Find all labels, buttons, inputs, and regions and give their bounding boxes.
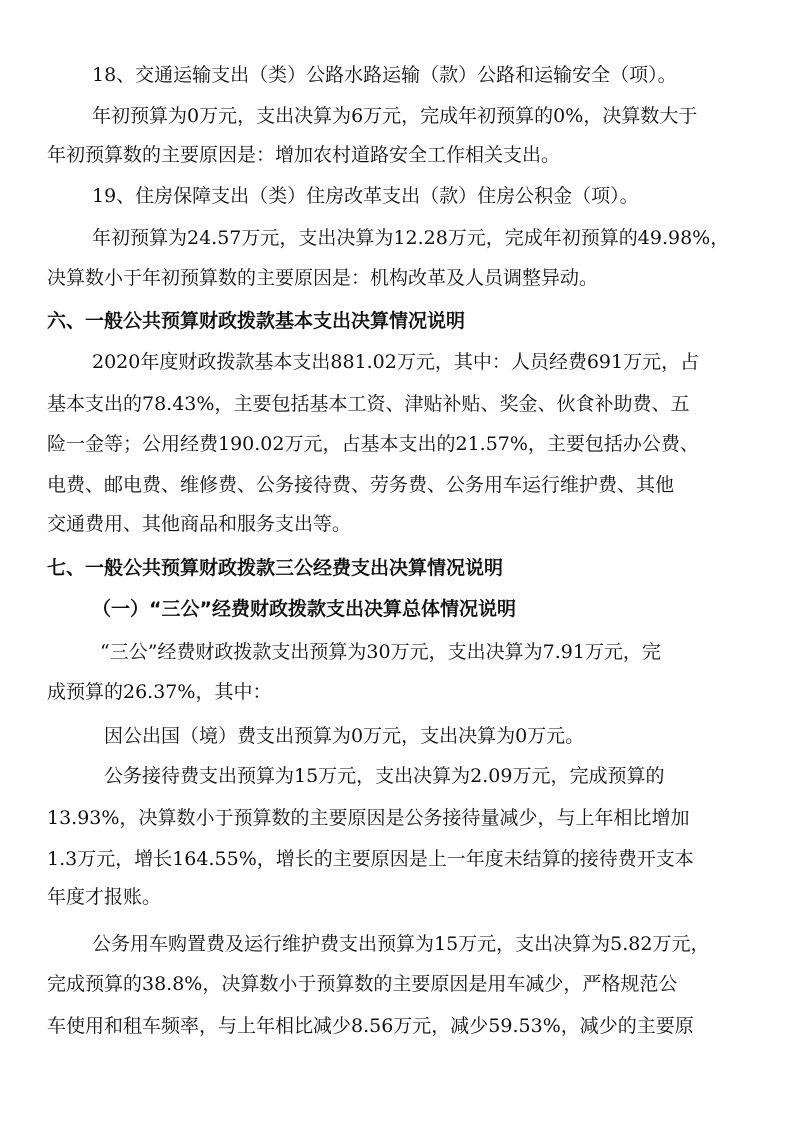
text-line: 年度才报账。: [47, 886, 162, 908]
text-line: 电费、邮电费、维修费、公务接待费、劳务费、公务用车运行维护费、其他: [47, 474, 675, 496]
section-heading: 六、一般公共预算财政拨款基本支出决算情况说明: [47, 310, 466, 332]
text-line: 年初预算数的主要原因是：增加农村道路安全工作相关支出。: [47, 144, 561, 166]
text-line: 年初预算为24.57万元，支出决算为12.28万元，完成年初预算的49.98%，: [92, 227, 730, 249]
text-line: 成预算的26.37%，其中：: [47, 681, 272, 703]
text-line: 公务用车购置费及运行维护费支出预算为15万元，支出决算为5.82万元，: [92, 933, 710, 955]
subsection-heading: （一）“三公”经费财政拨款支出决算总体情况说明: [92, 598, 516, 620]
text-line: 因公出国（境）费支出预算为0万元，支出决算为0万元。: [104, 725, 585, 747]
text-line: 18、交通运输支出（类）公路水路运输（款）公路和运输安全（项）。: [92, 64, 677, 86]
text-line: 2020年度财政拨款基本支出881.02万元，其中：人员经费691万元，占: [92, 351, 700, 373]
text-line: 1.3万元，增长164.55%，增长的主要原因是上一年度未结算的接待费开支本: [47, 848, 694, 870]
text-line: 19、住房保障支出（类）住房改革支出（款）住房公积金（项）。: [92, 185, 639, 207]
text-line: 险一金等；公用经费190.02万元，占基本支出的21.57%，主要包括办公费、: [47, 433, 699, 455]
text-line: 车使用和租车频率，与上年相比减少8.56万元，减少59.53%，减少的主要原: [47, 1015, 694, 1037]
section-heading: 七、一般公共预算财政拨款三公经费支出决算情况说明: [47, 557, 504, 579]
text-line: “三公”经费财政拨款支出预算为30万元，支出决算为7.91万元，完: [100, 641, 661, 663]
text-line: 完成预算的38.8%，决算数小于预算数的主要原因是用车减少，严格规范公: [47, 973, 678, 995]
text-line: 年初预算为0万元，支出决算为6万元，完成年初预算的0%，决算数大于: [92, 105, 698, 127]
text-line: 基本支出的78.43%，主要包括基本工资、津贴补贴、奖金、伙食补助费、五: [47, 393, 690, 415]
text-line: 交通费用、其他商品和服务支出等。: [47, 513, 352, 535]
text-line: 决算数小于年初预算数的主要原因是：机构改革及人员调整异动。: [47, 267, 599, 289]
text-line: 13.93%，决算数小于预算数的主要原因是公务接待量减少，与上年相比增加: [47, 807, 690, 829]
text-line: 公务接待费支出预算为15万元，支出决算为2.09万元，完成预算的: [104, 765, 665, 787]
